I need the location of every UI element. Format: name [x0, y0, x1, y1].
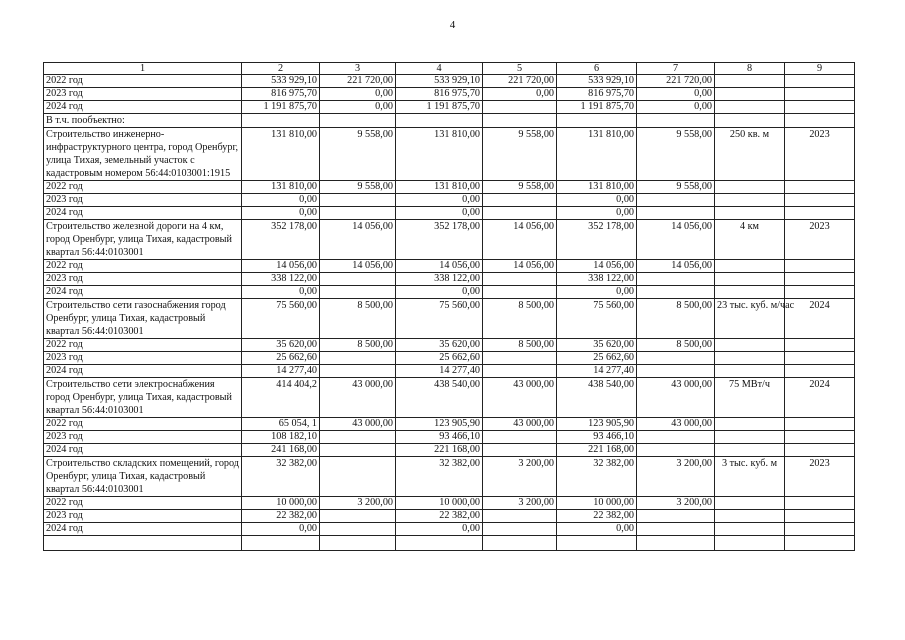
amount-cell: 0,00	[242, 207, 320, 220]
amount-cell	[320, 194, 396, 207]
amount-cell: 25 662,60	[557, 352, 637, 365]
amount-cell: 14 056,00	[483, 220, 557, 260]
amount-cell: 352 178,00	[396, 220, 483, 260]
completion-year-cell	[785, 431, 855, 444]
amount-cell: 14 056,00	[557, 260, 637, 273]
amount-cell	[637, 510, 715, 523]
amount-cell: 0,00	[242, 523, 320, 536]
completion-year-cell	[785, 88, 855, 101]
amount-cell: 14 277,40	[557, 365, 637, 378]
empty-cell	[396, 536, 483, 551]
completion-year-cell	[785, 444, 855, 457]
amount-cell: 14 277,40	[242, 365, 320, 378]
amount-cell: 221 168,00	[396, 444, 483, 457]
amount-cell	[637, 352, 715, 365]
empty-cell	[557, 536, 637, 551]
amount-cell	[483, 365, 557, 378]
amount-cell: 438 540,00	[396, 378, 483, 418]
amount-cell: 0,00	[396, 207, 483, 220]
header-cell: 6	[557, 63, 637, 75]
year-row	[44, 207, 855, 220]
amount-cell	[320, 523, 396, 536]
amount-cell: 8 500,00	[483, 299, 557, 339]
header-cell: 8	[715, 63, 785, 75]
completion-year-cell	[785, 510, 855, 523]
amount-cell: 35 620,00	[242, 339, 320, 352]
amount-cell: 1 191 875,70	[242, 101, 320, 114]
amount-cell: 221 720,00	[320, 75, 396, 88]
amount-cell: 75 560,00	[242, 299, 320, 339]
amount-cell: 65 054, 1	[242, 418, 320, 431]
amount-cell: 123 905,90	[396, 418, 483, 431]
amount-cell: 816 975,70	[242, 88, 320, 101]
capacity-cell	[715, 431, 785, 444]
amount-cell: 25 662,60	[242, 352, 320, 365]
completion-year-cell	[785, 523, 855, 536]
amount-cell: 25 662,60	[396, 352, 483, 365]
amount-cell: 14 056,00	[320, 260, 396, 273]
capacity-cell: 75 МВт/ч	[715, 378, 785, 418]
header-cell: 3	[320, 63, 396, 75]
row-label: 2022 год	[44, 418, 242, 431]
amount-cell	[483, 114, 557, 128]
row-label: 2024 год	[44, 523, 242, 536]
amount-cell: 35 620,00	[396, 339, 483, 352]
amount-cell: 10 000,00	[396, 497, 483, 510]
amount-cell: 533 929,10	[557, 75, 637, 88]
amount-cell	[483, 273, 557, 286]
amount-cell	[557, 114, 637, 128]
object-description: Строительство складских помещений, город Оренбург, улица Тихая, кадастровый квартал 56:44:0103001	[44, 457, 242, 497]
amount-cell: 43 000,00	[483, 378, 557, 418]
completion-year-cell	[785, 260, 855, 273]
amount-cell	[637, 444, 715, 457]
year-row	[44, 75, 855, 88]
completion-year-cell	[785, 181, 855, 194]
row-label: 2023 год	[44, 352, 242, 365]
amount-cell	[320, 114, 396, 128]
year-row	[44, 523, 855, 536]
amount-cell: 0,00	[557, 523, 637, 536]
amount-cell: 43 000,00	[320, 378, 396, 418]
section-label-row	[44, 114, 855, 128]
amount-cell: 131 810,00	[557, 181, 637, 194]
capacity-cell	[715, 75, 785, 88]
capacity-cell	[715, 101, 785, 114]
empty-cell	[242, 536, 320, 551]
capacity-cell	[715, 260, 785, 273]
object-description: Строительство сети электроснабжения город Оренбург, улица Тихая, кадастровый квартал 56:44:0103001	[44, 378, 242, 418]
year-row	[44, 431, 855, 444]
amount-cell	[483, 444, 557, 457]
amount-cell: 0,00	[242, 194, 320, 207]
completion-year-cell: 2023	[785, 128, 855, 181]
amount-cell: 0,00	[396, 286, 483, 299]
row-label: 2024 год	[44, 444, 242, 457]
row-label: 2024 год	[44, 365, 242, 378]
amount-cell: 75 560,00	[396, 299, 483, 339]
amount-cell: 0,00	[557, 207, 637, 220]
object-row	[44, 220, 855, 260]
amount-cell: 14 277,40	[396, 365, 483, 378]
empty-cell	[483, 536, 557, 551]
table-spacer-row	[44, 536, 855, 551]
row-label: 2024 год	[44, 207, 242, 220]
amount-cell: 43 000,00	[483, 418, 557, 431]
year-row	[44, 365, 855, 378]
page-number: 4	[449, 19, 456, 31]
amount-cell	[320, 207, 396, 220]
year-row	[44, 352, 855, 365]
amount-cell: 352 178,00	[557, 220, 637, 260]
amount-cell: 1 191 875,70	[396, 101, 483, 114]
amount-cell: 8 500,00	[320, 299, 396, 339]
year-row	[44, 510, 855, 523]
amount-cell	[637, 194, 715, 207]
year-row	[44, 418, 855, 431]
amount-cell: 1 191 875,70	[557, 101, 637, 114]
amount-cell	[483, 510, 557, 523]
completion-year-cell	[785, 114, 855, 128]
capacity-cell: 4 км	[715, 220, 785, 260]
amount-cell: 0,00	[637, 101, 715, 114]
amount-cell: 3 200,00	[320, 497, 396, 510]
amount-cell	[320, 431, 396, 444]
capacity-cell: 250 кв. м	[715, 128, 785, 181]
amount-cell: 14 056,00	[637, 220, 715, 260]
amount-cell: 22 382,00	[396, 510, 483, 523]
capacity-cell	[715, 510, 785, 523]
amount-cell	[483, 286, 557, 299]
amount-cell: 131 810,00	[396, 181, 483, 194]
amount-cell: 338 122,00	[396, 273, 483, 286]
amount-cell: 0,00	[396, 523, 483, 536]
capacity-cell	[715, 418, 785, 431]
capacity-cell	[715, 339, 785, 352]
amount-cell	[637, 207, 715, 220]
amount-cell: 93 466,10	[557, 431, 637, 444]
row-label: 2024 год	[44, 101, 242, 114]
amount-cell	[320, 352, 396, 365]
completion-year-cell	[785, 352, 855, 365]
object-description: Строительство сети газоснабжения город Оренбург, улица Тихая, кадастровый квартал 56:44:0103001	[44, 299, 242, 339]
amount-cell: 0,00	[557, 286, 637, 299]
amount-cell: 43 000,00	[637, 378, 715, 418]
year-row	[44, 88, 855, 101]
amount-cell	[483, 207, 557, 220]
amount-cell: 9 558,00	[320, 181, 396, 194]
amount-cell: 338 122,00	[242, 273, 320, 286]
empty-cell	[715, 536, 785, 551]
capacity-cell	[715, 444, 785, 457]
amount-cell: 221 720,00	[483, 75, 557, 88]
amount-cell	[242, 114, 320, 128]
amount-cell: 0,00	[557, 194, 637, 207]
object-description: Строительство инженерно-инфраструктурного центра, город Оренбург, улица Тихая, земельный участок с кадастровым номером 56:44:0103001:1915	[44, 128, 242, 181]
table-header-row	[44, 63, 855, 75]
amount-cell: 8 500,00	[637, 299, 715, 339]
amount-cell: 131 810,00	[242, 128, 320, 181]
object-row	[44, 378, 855, 418]
row-label: 2022 год	[44, 181, 242, 194]
amount-cell: 10 000,00	[242, 497, 320, 510]
amount-cell	[637, 431, 715, 444]
row-label: 2023 год	[44, 88, 242, 101]
year-row	[44, 101, 855, 114]
amount-cell: 3 200,00	[637, 457, 715, 497]
object-row	[44, 128, 855, 181]
row-label: 2024 год	[44, 286, 242, 299]
row-label: 2023 год	[44, 431, 242, 444]
completion-year-cell	[785, 273, 855, 286]
amount-cell: 414 404,2	[242, 378, 320, 418]
empty-cell	[785, 536, 855, 551]
completion-year-cell: 2024	[785, 299, 855, 339]
amount-cell: 123 905,90	[557, 418, 637, 431]
amount-cell: 816 975,70	[557, 88, 637, 101]
capacity-cell	[715, 497, 785, 510]
year-row	[44, 497, 855, 510]
year-row	[44, 444, 855, 457]
amount-cell: 0,00	[483, 88, 557, 101]
header-cell: 9	[785, 63, 855, 75]
amount-cell	[320, 365, 396, 378]
header-cell: 4	[396, 63, 483, 75]
amount-cell: 3 200,00	[483, 497, 557, 510]
capacity-cell	[715, 88, 785, 101]
completion-year-cell	[785, 75, 855, 88]
completion-year-cell	[785, 339, 855, 352]
empty-cell	[320, 536, 396, 551]
amount-cell	[320, 444, 396, 457]
completion-year-cell: 2023	[785, 457, 855, 497]
row-label: 2022 год	[44, 260, 242, 273]
amount-cell	[483, 523, 557, 536]
amount-cell: 43 000,00	[320, 418, 396, 431]
amount-cell: 32 382,00	[396, 457, 483, 497]
capacity-cell	[715, 273, 785, 286]
amount-cell: 43 000,00	[637, 418, 715, 431]
completion-year-cell: 2024	[785, 378, 855, 418]
amount-cell: 221 720,00	[637, 75, 715, 88]
amount-cell: 32 382,00	[557, 457, 637, 497]
amount-cell: 8 500,00	[637, 339, 715, 352]
object-row	[44, 299, 855, 339]
amount-cell: 9 558,00	[483, 128, 557, 181]
completion-year-cell	[785, 418, 855, 431]
amount-cell	[483, 431, 557, 444]
amount-cell: 14 056,00	[396, 260, 483, 273]
amount-cell: 438 540,00	[557, 378, 637, 418]
object-description: Строительство железной дороги на 4 км, город Оренбург, улица Тихая, кадастровый квартал 56:44:0103001	[44, 220, 242, 260]
row-label: 2022 год	[44, 75, 242, 88]
amount-cell: 0,00	[396, 194, 483, 207]
amount-cell: 108 182,10	[242, 431, 320, 444]
amount-cell	[483, 194, 557, 207]
amount-cell: 9 558,00	[320, 128, 396, 181]
amount-cell	[637, 523, 715, 536]
capacity-cell: 3 тыс. куб. м	[715, 457, 785, 497]
amount-cell: 533 929,10	[242, 75, 320, 88]
capacity-cell	[715, 114, 785, 128]
row-label: 2022 год	[44, 497, 242, 510]
amount-cell	[637, 286, 715, 299]
amount-cell: 3 200,00	[483, 457, 557, 497]
amount-cell	[637, 365, 715, 378]
amount-cell: 14 056,00	[320, 220, 396, 260]
amount-cell: 0,00	[320, 101, 396, 114]
completion-year-cell	[785, 101, 855, 114]
amount-cell: 14 056,00	[637, 260, 715, 273]
amount-cell: 93 466,10	[396, 431, 483, 444]
year-row	[44, 260, 855, 273]
row-label: 2022 год	[44, 339, 242, 352]
amount-cell	[320, 510, 396, 523]
year-row	[44, 339, 855, 352]
amount-cell: 9 558,00	[483, 181, 557, 194]
amount-cell: 816 975,70	[396, 88, 483, 101]
amount-cell: 131 810,00	[396, 128, 483, 181]
row-label: В т.ч. пообъектно:	[44, 114, 242, 128]
amount-cell	[637, 114, 715, 128]
amount-cell: 0,00	[242, 286, 320, 299]
completion-year-cell	[785, 365, 855, 378]
capacity-cell	[715, 194, 785, 207]
amount-cell: 3 200,00	[637, 497, 715, 510]
amount-cell: 0,00	[320, 88, 396, 101]
amount-cell: 241 168,00	[242, 444, 320, 457]
amount-cell: 14 056,00	[483, 260, 557, 273]
header-cell: 2	[242, 63, 320, 75]
amount-cell: 9 558,00	[637, 128, 715, 181]
amount-cell	[320, 457, 396, 497]
capacity-cell	[715, 286, 785, 299]
row-label: 2023 год	[44, 194, 242, 207]
capacity-cell	[715, 352, 785, 365]
capacity-cell	[715, 523, 785, 536]
amount-cell: 0,00	[637, 88, 715, 101]
amount-cell	[396, 114, 483, 128]
amount-cell: 10 000,00	[557, 497, 637, 510]
row-label: 2023 год	[44, 510, 242, 523]
completion-year-cell	[785, 286, 855, 299]
amount-cell: 8 500,00	[320, 339, 396, 352]
year-row	[44, 286, 855, 299]
completion-year-cell	[785, 497, 855, 510]
completion-year-cell	[785, 207, 855, 220]
amount-cell: 8 500,00	[483, 339, 557, 352]
amount-cell: 22 382,00	[242, 510, 320, 523]
capacity-cell: 23 тыс. куб. м/час	[715, 299, 785, 339]
amount-cell	[637, 273, 715, 286]
header-cell: 1	[44, 63, 242, 75]
header-cell: 5	[483, 63, 557, 75]
amount-cell: 131 810,00	[242, 181, 320, 194]
amount-cell	[483, 352, 557, 365]
budget-table	[43, 62, 855, 551]
amount-cell	[320, 273, 396, 286]
amount-cell: 352 178,00	[242, 220, 320, 260]
empty-cell	[44, 536, 242, 551]
capacity-cell	[715, 365, 785, 378]
amount-cell: 533 929,10	[396, 75, 483, 88]
empty-cell	[637, 536, 715, 551]
amount-cell: 75 560,00	[557, 299, 637, 339]
year-row	[44, 194, 855, 207]
year-row	[44, 181, 855, 194]
header-cell: 7	[637, 63, 715, 75]
year-row	[44, 273, 855, 286]
amount-cell: 32 382,00	[242, 457, 320, 497]
amount-cell: 131 810,00	[557, 128, 637, 181]
completion-year-cell	[785, 194, 855, 207]
amount-cell	[320, 286, 396, 299]
capacity-cell	[715, 207, 785, 220]
capacity-cell	[715, 181, 785, 194]
object-row	[44, 457, 855, 497]
amount-cell: 14 056,00	[242, 260, 320, 273]
amount-cell: 221 168,00	[557, 444, 637, 457]
amount-cell: 9 558,00	[637, 181, 715, 194]
amount-cell: 35 620,00	[557, 339, 637, 352]
completion-year-cell: 2023	[785, 220, 855, 260]
amount-cell: 22 382,00	[557, 510, 637, 523]
amount-cell: 338 122,00	[557, 273, 637, 286]
row-label: 2023 год	[44, 273, 242, 286]
amount-cell	[483, 101, 557, 114]
